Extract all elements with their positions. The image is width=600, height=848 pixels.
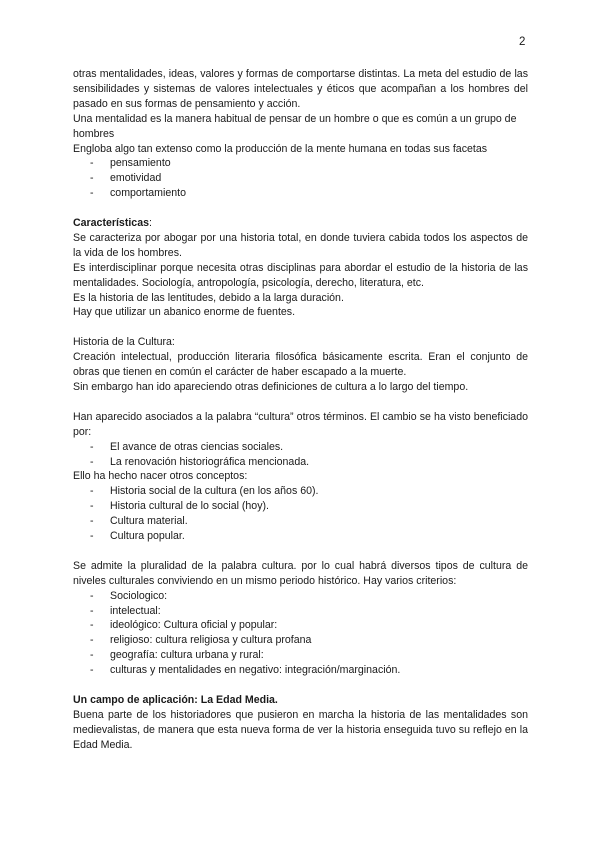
terminos-paragraph-1: Han aparecido asociados a la palabra “cultura” otros términos. El cambio se ha visto beneficiado por:: [73, 410, 528, 438]
list-item: - emotividad: [73, 171, 528, 186]
list-item: - Cultura popular.: [73, 529, 528, 544]
conceptos-list: [73, 484, 528, 544]
cultura-heading: Historia de la Cultura:: [73, 336, 175, 349]
caracteristicas-paragraph-4: Hay que utilizar un abanico enorme de fuentes.: [73, 306, 296, 319]
caracteristicas-heading-line: Características:: [73, 217, 152, 230]
page-content: [73, 67, 528, 753]
edad-media-heading: Un campo de aplicación: La Edad Media.: [73, 693, 278, 706]
intro-paragraph-3: Engloba algo tan extenso como la producción de la mente humana en todas sus facetas: [73, 142, 488, 155]
list-item: - Historia social de la cultura (en los años 60).: [73, 484, 528, 499]
list-item: - Cultura material.: [73, 514, 528, 529]
page-number: 2: [519, 36, 526, 48]
list-item: - ideológico: Cultura oficial y popular:: [73, 618, 528, 633]
cultura-paragraph-2: Sin embargo han ido apareciendo otras definiciones de cultura a lo largo del tiempo.: [73, 381, 469, 393]
list-item: - geografía: cultura urbana y rural:: [73, 648, 528, 663]
intro-paragraph-2: Una mentalidad es la manera habitual de pensar de un hombre o que es común a un grupo de hombres: [73, 112, 517, 140]
list-item: - La renovación historiográfica mencionada.: [73, 455, 528, 470]
caracteristicas-paragraph-2: Es interdisciplinar porque necesita otras disciplinas para abordar el estudio de la historia de las mentalidades. Sociología, antropología, psicología, derecho, literatura, etc.: [73, 261, 528, 289]
terminos-paragraph-2: Ello ha hecho nacer otros conceptos:: [73, 470, 248, 483]
list-item: - Sociologico:: [73, 589, 528, 604]
caracteristicas-heading: Características: [73, 217, 149, 230]
intro-paragraph-1: otras mentalidades, ideas, valores y formas de comportarse distintas. La meta del estudio de las sensibilidades y sistemas de valores intelectuales y éticos que acompañan a los hombres del pasado en sus formas de pensamiento y acción.: [73, 68, 528, 110]
list-item: - culturas y mentalidades en negativo: integración/marginación.: [73, 663, 528, 678]
pluralidad-paragraph-1: Se admite la pluralidad de la palabra cultura. por lo cual habrá diversos tipos de cultura de niveles culturales conviviendo en un mismo periodo histórico. Hay varios criterios:: [73, 559, 528, 587]
caracteristicas-paragraph-1: Se caracteriza por abogar por una historia total, en donde tuviera cabida todos los aspectos de la vida de los hombres.: [73, 231, 528, 259]
list-item: - pensamiento: [73, 156, 528, 171]
list-item: - intelectual:: [73, 604, 528, 619]
list-item: - religioso: cultura religiosa y cultura profana: [73, 633, 528, 648]
terminos-list: [73, 440, 528, 470]
list-item: - comportamiento: [73, 186, 528, 201]
list-item: - Historia cultural de lo social (hoy).: [73, 499, 528, 514]
cultura-paragraph-1: Creación intelectual, producción literaria filosófica básicamente escrita. Eran el conjunto de obras que tienen en común el carácter de haber escapado a la muerte.: [73, 351, 528, 379]
caracteristicas-paragraph-3: Es la historia de las lentitudes, debido a la larga duración.: [73, 291, 344, 304]
criterios-list: [73, 589, 528, 678]
list-item: - El avance de otras ciencias sociales.: [73, 440, 528, 455]
edad-media-paragraph-1: Buena parte de los historiadores que pusieron en marcha la historia de las mentalidades son medievalistas, de manera que esta nueva forma de ver la historia enseguida tuvo su reflejo en la Edad Media.: [73, 708, 528, 751]
facets-list: [73, 156, 528, 201]
